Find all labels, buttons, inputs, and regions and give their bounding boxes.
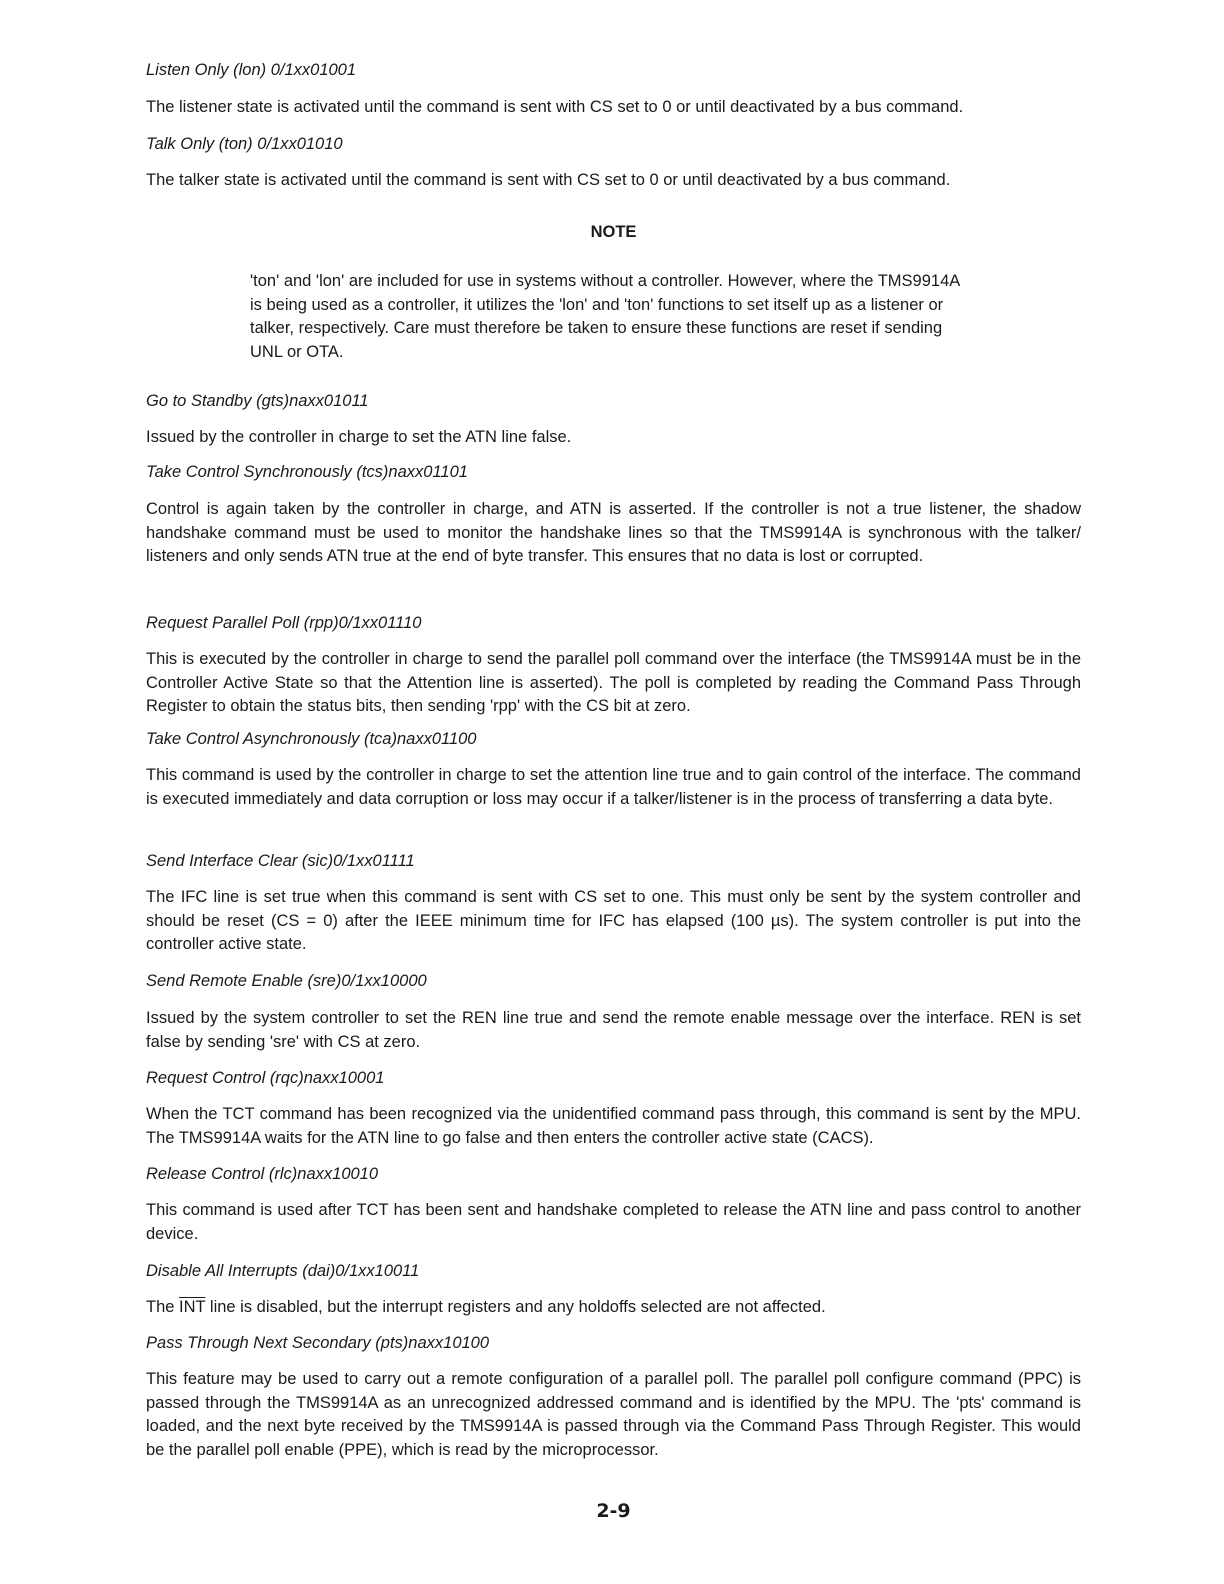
section-heading-go-to-standby: Go to Standby (gts)naxx01011 — [146, 392, 369, 410]
section-heading-talk-only: Talk Only (ton) 0/1xx01010 — [146, 135, 343, 153]
section-body-pass-through-next-secondary: This feature may be used to carry out a remote configuration of a parallel poll. The parallel poll configure command (PPC) is passed through the TMS9914A as an unrecognized addressed command and is identified by the MPU. The 'pts' command is loaded, and the next byte received by the TMS9914A is passed through via the Command Pass Through Register. This would be the parallel poll enable (PPE), which is read by the microprocessor. — [146, 1370, 1081, 1459]
section-heading-send-remote-enable: Send Remote Enable (sre)0/1xx10000 — [146, 972, 427, 990]
section-heading-release-control: Release Control (rlc)naxx10010 — [146, 1165, 379, 1183]
section-body-request-control: When the TCT command has been recognized via the unidentified command pass through, this command is sent by the MPU. The TMS9914A waits for the ATN line to go false and then enters the controller active state (CACS). — [146, 1105, 1081, 1147]
section-heading-take-control-sync: Take Control Synchronously (tcs)naxx01101 — [146, 463, 468, 481]
section-heading-take-control-async: Take Control Asynchronously (tca)naxx01100 — [146, 730, 477, 748]
section-heading-send-interface-clear: Send Interface Clear (sic)0/1xx01111 — [146, 852, 415, 870]
section-body-go-to-standby: Issued by the controller in charge to set the ATN line false. — [146, 428, 572, 446]
section-body-disable-all-interrupts — [146, 1296, 1081, 1320]
note-body: 'ton' and 'lon' are included for use in systems without a controller. However, where the TMS9914A is being used as a controller, it utilizes the 'lon' and 'ton' functions to set itself up as a listener or talker, respectively. Care must therefore be taken to ensure these functions are reset if sending UNL or OTA. — [250, 272, 960, 361]
section-heading-request-parallel-poll: Request Parallel Poll (rpp)0/1xx01110 — [146, 614, 422, 632]
section-body-talk-only: The talker state is activated until the command is sent with CS set to 0 or until deactivated by a bus command. — [146, 171, 951, 189]
section-heading-request-control: Request Control (rqc)naxx10001 — [146, 1069, 385, 1087]
section-body-request-parallel-poll: This is executed by the controller in charge to send the parallel poll command over the interface (the TMS9914A must be in the Controller Active State so that the Attention line is asserted). The poll is completed by reading the Command Pass Through Register to obtain the status bits, then sending 'rpp' with the CS bit at zero. — [146, 650, 1081, 715]
section-heading-listen-only: Listen Only (lon) 0/1xx01001 — [146, 61, 357, 79]
section-body-take-control-async: This command is used by the controller in charge to set the attention line true and to gain control of the interface. The command is executed immediately and data corruption or loss may occur if a talker/listener is in the process of transferring a data byte. — [146, 766, 1081, 808]
body-text-suffix: line is disabled, but the interrupt registers and any holdoffs selected are not affected. — [205, 1298, 826, 1316]
section-heading-disable-all-interrupts: Disable All Interrupts (dai)0/1xx10011 — [146, 1262, 420, 1280]
section-body-take-control-sync: Control is again taken by the controller in charge, and ATN is asserted. If the controller is not a true listener, the shadow handshake command must be used to monitor the handshake lines so that the TMS9914A is synchronous with the talker/ listeners and only sends ATN true at the end of byte transfer. This ensures that no data is lost or corrupted. — [146, 500, 1081, 565]
int-signal-label: $\overline{INT}$ — [179, 1298, 206, 1316]
page-number: 2-9 — [596, 1500, 631, 1522]
section-body-release-control: This command is used after TCT has been sent and handshake completed to release the ATN line and pass control to another device. — [146, 1201, 1081, 1243]
section-heading-pass-through-next-secondary: Pass Through Next Secondary (pts)naxx10100 — [146, 1334, 490, 1352]
section-body-listen-only: The listener state is activated until the command is sent with CS set to 0 or until deactivated by a bus command. — [146, 98, 964, 116]
note-title: NOTE — [590, 223, 637, 241]
section-body-send-interface-clear: The IFC line is set true when this command is sent with CS set to one. This must only be sent by the system controller and should be reset (CS = 0) after the IEEE minimum time for IFC has elapsed (100 µs). The system controller is put into the controller active state. — [146, 888, 1081, 953]
section-body-send-remote-enable: Issued by the system controller to set the REN line true and send the remote enable message over the interface. REN is set false by sending 'sre' with CS at zero. — [146, 1009, 1081, 1051]
document-page — [146, 0, 1081, 1584]
body-text-prefix: The — [146, 1298, 180, 1316]
